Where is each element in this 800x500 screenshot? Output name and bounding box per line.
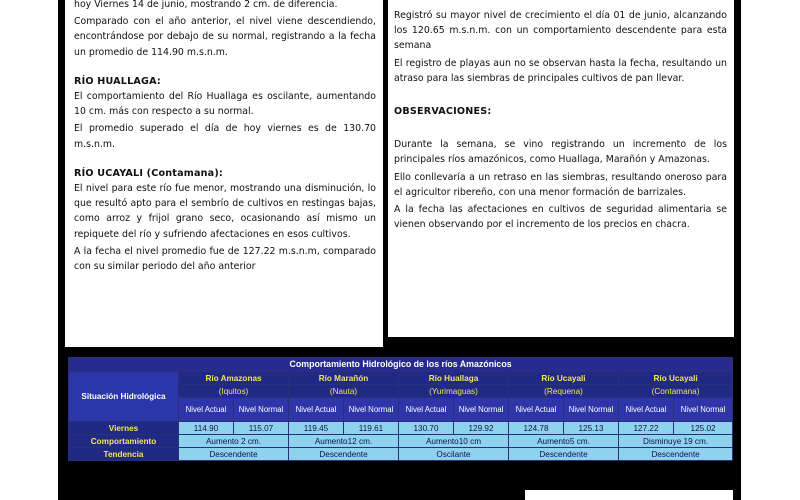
nivel-actual-header: Nivel Actual	[399, 398, 454, 422]
ucayali-paragraph-1: El nivel para este río fue menor, mostrando una disminución, lo que resultó apto para el sembrío de cultivos en restingas bajas, como arroz y frijol grano seco, ocasionando así mismo un repiquete del río y sufriendo afectaciones en esos cultivos.	[74, 183, 376, 240]
ucayali-paragraph-2: A la fecha el nivel promedio fue de 127.22 m.s.n.m, comparado con su similar periodo del año anterior	[74, 245, 376, 273]
nivel-normal-header: Nivel Normal	[564, 398, 619, 422]
intro-paragraph: hoy Viernes 14 de junio, mostrando 2 cm. de diferencia.	[74, 0, 338, 10]
ucayali-heading: RÍO UCAYALI (Contamana):	[74, 167, 223, 179]
river-name: Río Marañón	[289, 372, 399, 385]
value-actual: 114.90	[179, 422, 234, 435]
nivel-actual-header: Nivel Actual	[179, 398, 234, 422]
tendencia-value: Descendente	[509, 448, 619, 461]
comportamiento-value: Aumento12 cm.	[289, 435, 399, 448]
huallaga-paragraph-1: El comportamiento del Río Huallaga es oscilante, aumentando 10 cm. más con respecto a su normal.	[74, 91, 376, 118]
growth-paragraph: Registró su mayor nivel de crecimiento el día 01 de junio, alcanzando los 120.65 m.s.n.m. con un comportamiento descendente para esta semana	[394, 10, 727, 52]
huallaga-heading: RÍO HUALLAGA:	[74, 75, 161, 87]
right-column	[388, 0, 734, 337]
value-actual: 130.70	[399, 422, 454, 435]
river-place: (Nauta)	[289, 385, 399, 398]
situacion-label: Situación Hidrológica	[69, 372, 179, 422]
river-name: Río Huallaga	[399, 372, 509, 385]
nivel-normal-header: Nivel Normal	[454, 398, 509, 422]
obs-paragraph-2: Ello conllevaría a un retraso en las siembras, resultando oneroso para el agricultor ribereño, con una menor formación de barrizales.	[394, 171, 727, 198]
river-name: Río Ucayali	[619, 372, 733, 385]
row-label-viernes: Viernes	[69, 422, 179, 435]
obs-paragraph-3: A la fecha las afectaciones en cultivos de seguridad alimentaria se vienen observando por el incremento de los precios en chacra.	[394, 204, 727, 231]
river-name: Río Amazonas	[179, 372, 289, 385]
comportamiento-value: Aumento5 cm.	[509, 435, 619, 448]
left-column	[65, 0, 383, 347]
nivel-actual-header: Nivel Actual	[289, 398, 344, 422]
value-normal: 125.02	[674, 422, 733, 435]
comportamiento-value: Aumento10 cm	[399, 435, 509, 448]
tendencia-value: Descendente	[289, 448, 399, 461]
value-actual: 119.45	[289, 422, 344, 435]
table-title: Comportamiento Hidrológico de los ríos Amazónicos	[69, 358, 733, 372]
comportamiento-value: Disminuye 19 cm.	[619, 435, 733, 448]
river-place: (Iquitos)	[179, 385, 289, 398]
river-place: (Yurimaguas)	[399, 385, 509, 398]
tendencia-value: Descendente	[179, 448, 289, 461]
huallaga-paragraph-2: El promedio superado el día de hoy viernes es de 130.70 m.s.n.m.	[74, 123, 376, 150]
value-normal: 129.92	[454, 422, 509, 435]
river-place: (Requena)	[509, 385, 619, 398]
hydrology-table	[68, 357, 732, 461]
comportamiento-value: Aumento 2 cm.	[179, 435, 289, 448]
nivel-actual-header: Nivel Actual	[619, 398, 674, 422]
bottom-white-box	[525, 490, 733, 500]
playas-paragraph: El registro de playas aun no se observan hasta la fecha, resultando un atraso para las siembras de principales cultivos de pan llevar.	[394, 57, 727, 84]
river-place: (Contamana)	[619, 385, 733, 398]
value-actual: 127.22	[619, 422, 674, 435]
tendencia-value: Descendente	[619, 448, 733, 461]
nivel-normal-header: Nivel Normal	[674, 398, 733, 422]
obs-paragraph-1: Durante la semana, se vino registrando un incremento de los principales ríos amazónicos, como Huallaga, Marañón y Amazonas.	[394, 139, 727, 166]
compare-paragraph: Comparado con el año anterior, el nivel viene descendiendo, encontrándose por debajo de su normal, registrando a la fecha un promedio de 114.90 m.s.n.m.	[74, 16, 376, 58]
value-normal: 119.61	[344, 422, 399, 435]
row-label-tendencia: Tendencia	[69, 448, 179, 461]
tendencia-value: Oscilante	[399, 448, 509, 461]
nivel-normal-header: Nivel Normal	[234, 398, 289, 422]
row-label-comportamiento: Comportamiento	[69, 435, 179, 448]
value-normal: 125.13	[564, 422, 619, 435]
nivel-actual-header: Nivel Actual	[509, 398, 564, 422]
value-actual: 124.78	[509, 422, 564, 435]
observaciones-heading: OBSERVACIONES:	[394, 106, 492, 118]
nivel-normal-header: Nivel Normal	[344, 398, 399, 422]
river-name: Río Ucayali	[509, 372, 619, 385]
value-normal: 115.07	[234, 422, 289, 435]
